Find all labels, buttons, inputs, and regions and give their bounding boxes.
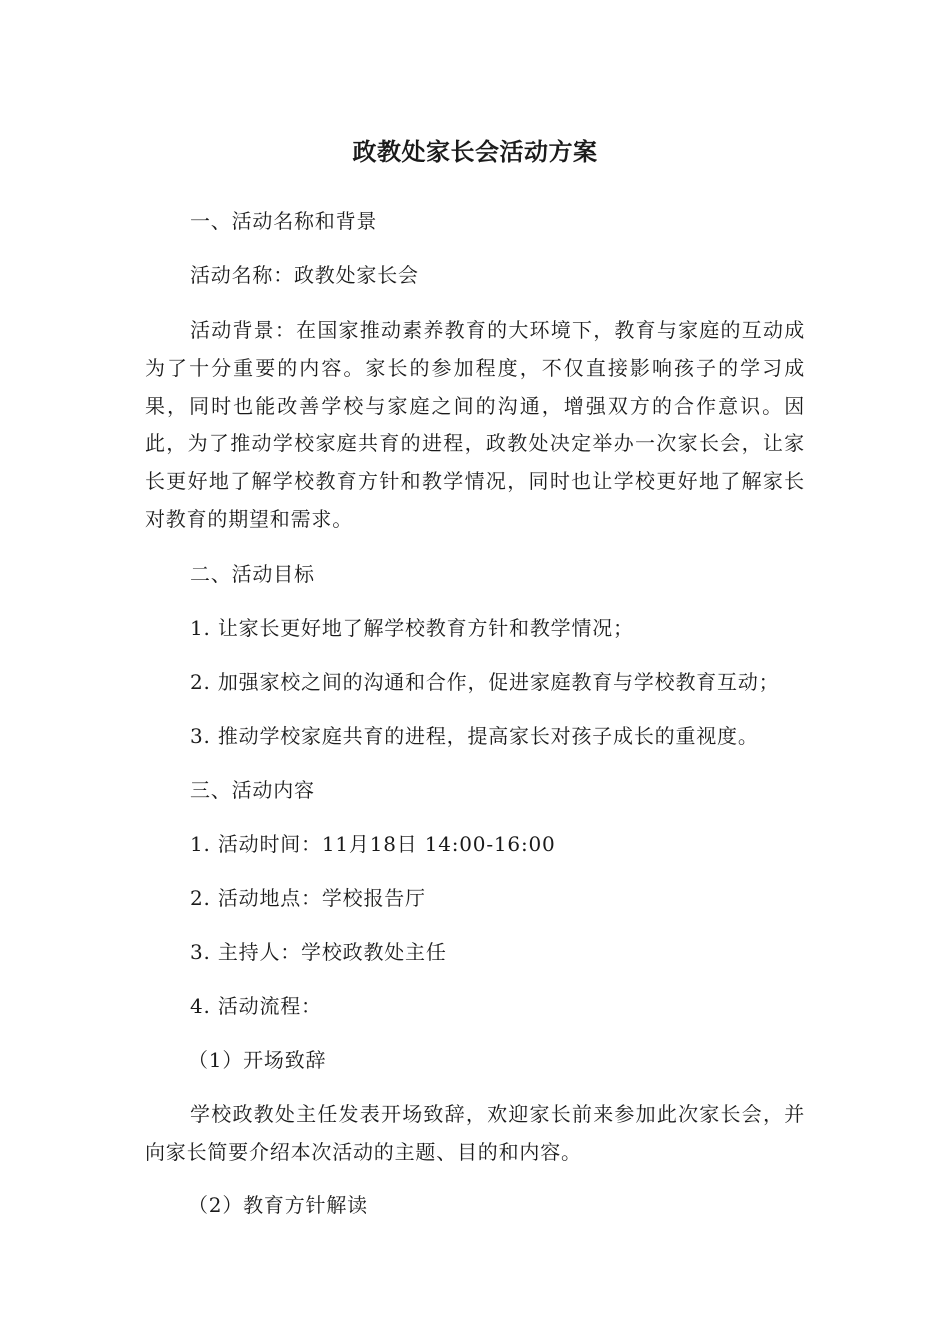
goal-item-2: 2. 加强家校之间的沟通和合作，促进家庭教育与学校教育互动； [190, 670, 780, 694]
process-step-1-heading: （1）开场致辞 [188, 1048, 327, 1072]
process-step-2-heading: （2）教育方针解读 [188, 1193, 368, 1217]
section-heading-1: 一、活动名称和背景 [190, 209, 378, 233]
content-item-3: 3. 主持人：学校政教处主任 [190, 940, 447, 964]
process-step-1-paragraph: 学校政教处主任发表开场致辞，欢迎家长前来参加此次家长会，并向家长简要介绍本次活动的主题、目的和内容。 [145, 1102, 805, 1164]
section-heading-3: 三、活动内容 [190, 778, 315, 802]
section-heading-2: 二、活动目标 [190, 562, 315, 586]
goal-item-1: 1. 让家长更好地了解学校教育方针和教学情况； [190, 616, 634, 640]
activity-name: 活动名称：政教处家长会 [190, 263, 419, 287]
activity-background-paragraph: 活动背景：在国家推动素养教育的大环境下，教育与家庭的互动成为了十分重要的内容。家长的参加程度，不仅直接影响孩子的学习成果，同时也能改善学校与家庭之间的沟通，增强双方的合作意识。因此，为了推动学校家庭共育的进程，政教处决定举办一次家长会，让家长更好地了解学校教育方针和教学情况，同时也让学校更好地了解家长对教育的期望和需求。 [145, 318, 805, 531]
document-title: 政教处家长会活动方案 [352, 138, 598, 166]
content-item-2: 2. 活动地点：学校报告厅 [190, 886, 426, 910]
content-item-1: 1. 活动时间：11月18日 14:00-16:00 [190, 832, 556, 856]
goal-item-3: 3. 推动学校家庭共育的进程，提高家长对孩子成长的重视度。 [190, 724, 759, 748]
content-item-4: 4. 活动流程： [190, 994, 322, 1018]
